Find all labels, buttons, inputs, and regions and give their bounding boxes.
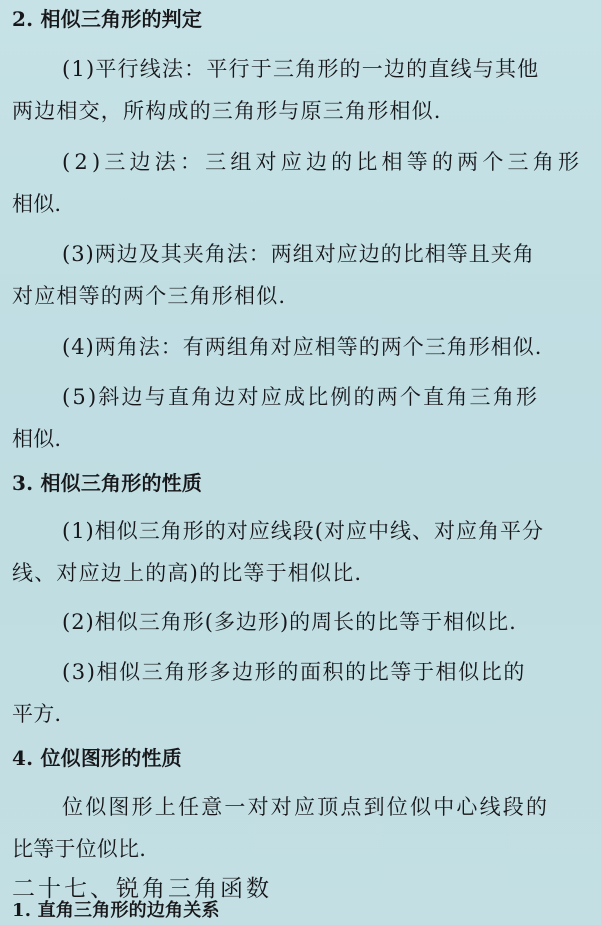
section-3-item-1-line-2: 线、对应边上的高)的比等于相似比. bbox=[12, 561, 363, 585]
section-2-item-3-line-2: 对应相等的两个三角形相似. bbox=[12, 284, 287, 308]
section-2-item-1-line-1: (1)平行线法：平行于三角形的一边的直线与其他 bbox=[62, 57, 540, 81]
section-2-item-5-line-2: 相似. bbox=[12, 427, 62, 451]
section-3-item-2-line-1: (2)相似三角形(多边形)的周长的比等于相似比. bbox=[62, 610, 517, 634]
section-4-line-2: 比等于位似比. bbox=[12, 837, 147, 861]
section-4-line-1: 位似图形上任意一对对应顶点到位似中心线段的 bbox=[62, 795, 550, 819]
section-2-title: 2. 相似三角形的判定 bbox=[12, 7, 203, 31]
section-3-title: 3. 相似三角形的性质 bbox=[12, 471, 203, 495]
section-2-item-3-line-1: (3)两边及其夹角法：两组对应边的比相等且夹角 bbox=[62, 242, 535, 266]
section-3-item-3-line-1: (3)相似三角形多边形的面积的比等于相似比的 bbox=[62, 660, 526, 684]
section-3-item-1-line-1: (1)相似三角形的对应线段(对应中线、对应角平分 bbox=[62, 519, 544, 543]
section-2-item-5-line-1: (5)斜边与直角边对应成比例的两个直角三角形 bbox=[62, 385, 540, 409]
section-2-item-2-line-2: 相似. bbox=[12, 192, 62, 216]
chapter-27-title: 二十七、锐角三角函数 bbox=[12, 876, 272, 902]
section-2-item-1-line-2: 两边相交，所构成的三角形与原三角形相似. bbox=[12, 99, 442, 123]
section-1-title: 1. 直角三角形的边角关系 bbox=[12, 900, 220, 921]
section-3-item-3-line-2: 平方. bbox=[12, 702, 62, 726]
section-2-item-2-line-1: (2)三边法：三组对应边的比相等的两个三角形 bbox=[62, 150, 584, 174]
section-2-item-4-line-1: (4)两角法：有两组角对应相等的两个三角形相似. bbox=[62, 335, 543, 359]
section-4-title: 4. 位似图形的性质 bbox=[12, 746, 182, 770]
